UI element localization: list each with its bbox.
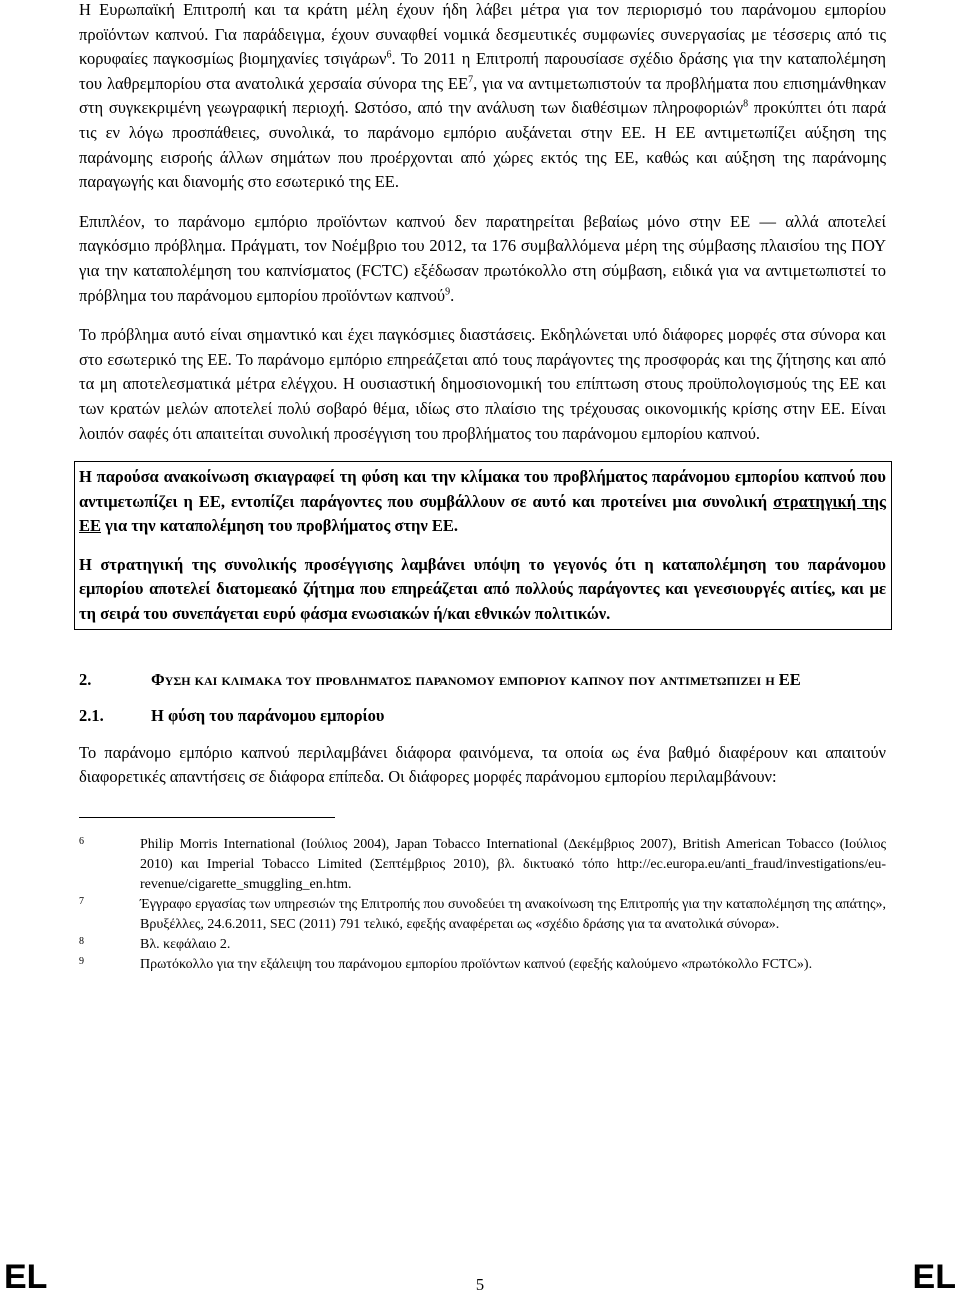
footnote-ref-6[interactable]: 6: [386, 49, 392, 61]
footnote-separator: [79, 817, 335, 818]
footnote-number: 9: [79, 956, 84, 968]
body-paragraph-2: [79, 210, 886, 308]
subsection-heading: [79, 704, 886, 729]
footnote-number: 6: [79, 836, 84, 848]
footnote-7: [79, 895, 886, 935]
summary-paragraph-2: Η στρατηγική της συνολικής προσέγγισης λαμβάνει υπόψη το γεγονός ότι η καταπολέμηση του παράνομου εμπορίου αποτελεί διατομεακό ζήτημα που επηρεάζεται από πολλούς παράγοντες και γενεσιουργές αιτίες, και με τη σειρά του συνεπάγεται ευρύ φάσμα ενωσιακών ή/και εθνικών πολιτικών.: [79, 554, 886, 624]
document-page: [79, 0, 886, 975]
summary-box: [74, 461, 892, 630]
footnote-ref-7[interactable]: 7: [468, 74, 474, 86]
paragraph-text: Η Ευρωπαϊκή Επιτροπή και τα κράτη μέλη έχουν ήδη λάβει μέτρα για τον περιορισμό του παράνομου εμπορίου προϊόντων καπνού. Για παράδειγμα, έχουν συναφθεί νομικά δεσμευτικές συμφωνίες συνεργασίας με τέσσερις από τις κορυφαίες παγκοσμίως βιομηχανίες τσιγάρων: [79, 0, 886, 69]
page-number: 5: [475, 1275, 485, 1294]
footnote-number: 7: [79, 896, 84, 908]
paragraph-text: Επιπλέον, το παράνομο εμπόριο προϊόντων καπνού δεν παρατηρείται βεβαίως μόνο στην ΕΕ — αλλά αποτελεί παγκόσμιο πρόβλημα. Πράγματι, τον Νοέμβριο του 2012, τα 176 συμβαλλόμενα μέρη της σύμβασης πλαισίου της ΠΟΥ για την καταπολέμηση του καπνίσματος (FCTC) εξέδωσαν πρωτόκολλο στη σύμβαση, ειδικά για να αντιμετωπιστεί το πρόβλημα του παράνομου εμπορίου προϊόντων καπνού: [79, 211, 886, 305]
footnote-9: [79, 955, 886, 975]
footnotes: [79, 835, 886, 975]
footnote-text: Έγγραφο εργασίας των υπηρεσιών της Επιτροπής που συνοδεύει τη ανακοίνωση της Επιτροπής για την καταπολέμηση της απάτης», Βρυξέλλες, 24.6.2011, SEC (2011) 791 τελικό, εφεξής αναφέρεται ως «σχέδιο δράσης για τα ανατολικά σύνορα».: [140, 897, 886, 933]
language-code-right: EL: [912, 1258, 956, 1296]
footnote-number: 8: [79, 936, 84, 948]
body-paragraph-3: Το πρόβλημα αυτό είναι σημαντικό και έχει παγκόσμιες διαστάσεις. Εκδηλώνεται υπό διάφορες μορφές στα σύνορα και στο εσωτερικό της ΕΕ. Το παράνομο εμπόριο επηρεάζεται από τους παράγοντες της προσφοράς και της ζήτησης και από τα μη αποτελεσματικά μέτρα ελέγχου. Η ουσιαστική δημοσιονομική του επίπτωση στους προϋπολογισμούς της ΕΕ και των κρατών μελών αποτελεί πολύ σοβαρό θέμα, ιδίως στο πλαίσιο της τρέχουσας οικονομικής κρίσης στην ΕΕ. Είναι λοιπόν σαφές ότι απαιτείται συνολική προσέγγιση του προβλήματος του παράνομου εμπορίου καπνού.: [79, 325, 886, 443]
section-title: Φυση και κλιμακα του προβληματος παρανομου εμποριου καπνου που αντιμετωπιζει η ΕΕ: [151, 669, 801, 689]
footnote-ref-9[interactable]: 9: [445, 286, 451, 298]
footnote-6: [79, 835, 886, 895]
language-code-left: EL: [4, 1258, 48, 1296]
body-paragraph-4: Το παράνομο εμπόριο καπνού περιλαμβάνει διάφορα φαινόμενα, τα οποία ως ένα βαθμό διαφέρουν και απαιτούν διαφορετικές απαντήσεις σε διάφορα επίπεδα. Οι διάφορες μορφές παράνομου εμπορίου περιλαμβάνουν:: [79, 742, 886, 787]
footnote-text: Βλ. κεφάλαιο 2.: [140, 937, 231, 953]
subsection-number: 2.1.: [79, 706, 104, 726]
paragraph-text: προκύπτει ότι παρά τις εν λόγω προσπάθειες, συνολικά, το παράνομο εμπόριο αυξάνεται στην ΕΕ. Η ΕΕ αντιμετωπίζει αύξηση της παράνομης εισροής άλλων σημάτων που προέρχονται από χώρες εκτός της ΕΕ, καθώς και αύξηση της παράνομης παραγωγής και διανομής στο εσωτερικό της ΕΕ.: [79, 98, 886, 192]
summary-paragraph-1: [79, 465, 886, 539]
paragraph-text: . Το 2011 η Επιτροπή παρουσίασε σχέδιο δράσης για την καταπολέμηση του λαθρεμπορίου στα ανατολικά χερσαία σύνορα της ΕΕ: [79, 49, 887, 93]
summary-text: Η παρούσα ανακοίνωση σκιαγραφεί τη φύση και την κλίμακα του προβλήματος παράνομου εμπορίου καπνού που αντιμετωπίζει η ΕΕ, εντοπίζει παράγοντες που συμβάλλουν σε αυτό και προτείνει μια συνολική: [79, 467, 886, 511]
paragraph-text: .: [450, 285, 455, 305]
section-number: 2.: [79, 669, 92, 689]
summary-text: για την καταπολέμηση του προβλήματος στην ΕΕ.: [101, 516, 459, 536]
footnote-ref-8[interactable]: 8: [743, 98, 749, 110]
footnote-text: Πρωτόκολλο για την εξάλειψη του παράνομου εμπορίου προϊόντων καπνού (εφεξής καλούμενο «πρωτόκολλο FCTC»).: [140, 957, 813, 973]
body-paragraph-1: [79, 0, 886, 195]
section-heading: [79, 668, 886, 693]
footnote-text: Philip Morris International (Ιούλιος 2004), Japan Tobacco International (Δεκέμβριος 2007), British American Tobacco (Ιούλιος 2010) και Imperial Tobacco Limited (Σεπτέμβριος 2010), βλ. δικτυακό τόπο http://ec.europa.eu/anti_fraud/investigations/eu-revenue/cigarette_smuggling_en.htm.: [140, 837, 886, 893]
footnote-8: [79, 935, 886, 955]
subsection-title: Η φύση του παράνομου εμπορίου: [151, 706, 385, 726]
summary-underlined-text: στρατηγική της ΕΕ: [79, 491, 886, 536]
paragraph-text: , για να αντιμετωπιστούν τα προβλήματα που επισημάνθηκαν στη συγκεκριμένη γεωγραφική περιοχή. Ωστόσο, από την ανάλυση των διαθέσιμων πληροφοριών: [79, 73, 886, 118]
